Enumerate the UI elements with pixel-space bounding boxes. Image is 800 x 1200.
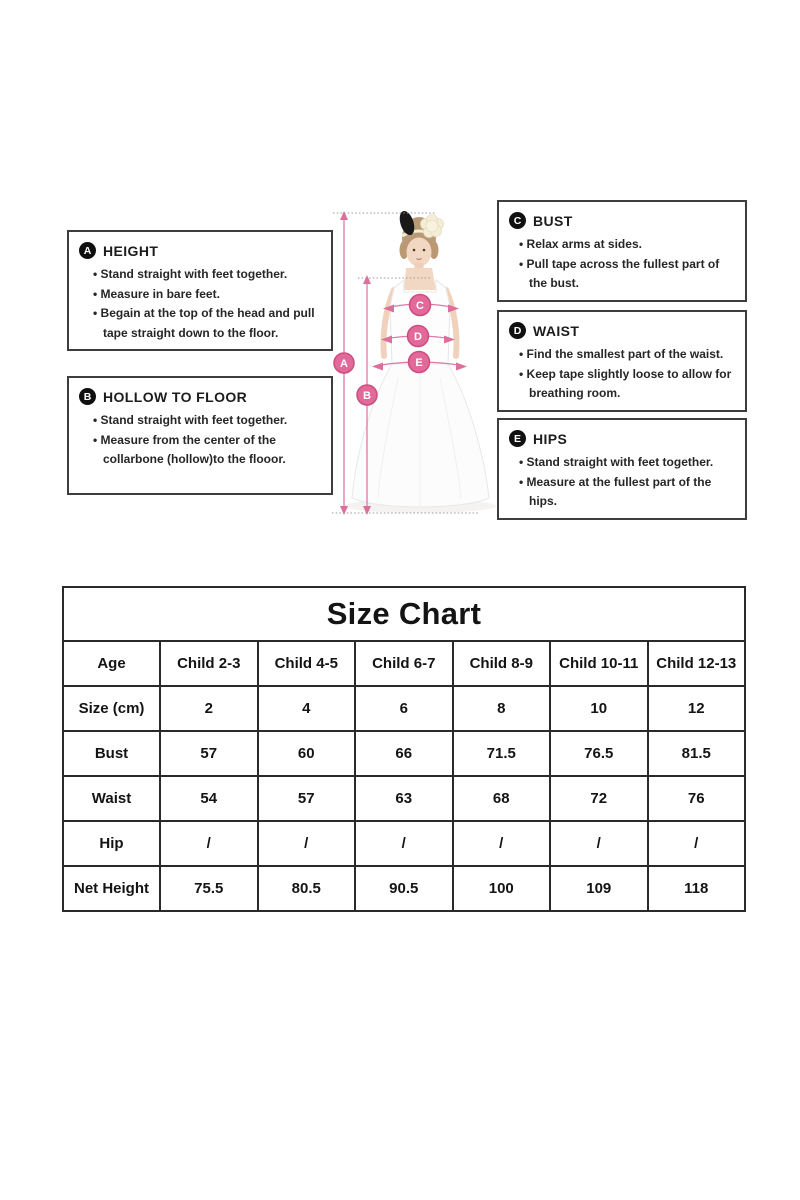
table-cell: / [258,821,356,866]
bullet-item: • Stand straight with feet together. [93,265,323,285]
bullet-list [507,235,737,294]
table-cell: 71.5 [453,731,551,776]
bullet-item: • Keep tape slightly loose to allow for breathing room. [519,365,737,404]
marker-d-letter: D [414,331,422,343]
table-cell: 75.5 [160,866,258,911]
bust-instructions-box [497,200,747,302]
bullet-item: • Measure at the fullest part of the hips. [519,473,737,512]
measure-line-a [334,211,354,515]
table-cell: 57 [258,776,356,821]
table-cell: 76.5 [550,731,648,776]
bullet-list [507,453,737,512]
table-cell: 60 [258,731,356,776]
box-header [79,388,323,405]
table-cell: / [648,821,746,866]
row-label: Net Height [63,866,160,911]
size-chart-header-row [63,641,745,686]
measurement-figure [328,198,513,528]
bullet-item: • Find the smallest part of the waist. [519,345,737,365]
box-header [509,322,737,339]
table-cell: 12 [648,686,746,731]
chest [404,268,436,290]
box-title-bust: BUST [533,212,573,229]
table-cell: 4 [258,686,356,731]
letter-d-badge: D [509,322,526,339]
table-cell: 10 [550,686,648,731]
table-cell: 72 [550,776,648,821]
bullet-list [77,265,323,343]
table-cell: 6 [355,686,453,731]
table-cell: 2 [160,686,258,731]
bullet-item: • Pull tape across the fullest part of the bust. [519,255,737,294]
size-chart-body [63,587,745,911]
title-row [63,587,745,641]
table-cell: 109 [550,866,648,911]
face [407,238,432,267]
box-title-hips: HIPS [533,430,568,447]
row-label: Bust [63,731,160,776]
table-row [63,686,745,731]
column-header: Child 2-3 [160,641,258,686]
table-cell: 57 [160,731,258,776]
bullet-item: • Stand straight with feet together. [93,411,323,431]
marker-c-letter: C [416,300,424,312]
table-cell: 76 [648,776,746,821]
column-header: Child 4-5 [258,641,356,686]
box-title-waist: WAIST [533,322,580,339]
waist-instructions-box [497,310,747,412]
table-row [63,866,745,911]
table-cell: 8 [453,686,551,731]
bullet-list [507,345,737,404]
row-label: Hip [63,821,160,866]
size-chart-table [62,586,746,912]
bullet-item: • Begain at the top of the head and pull tape straight down to the floor. [93,304,323,343]
marker-b-letter: B [363,390,371,402]
letter-b-badge: B [79,388,96,405]
table-cell: 118 [648,866,746,911]
bullet-item: • Relax arms at sides. [519,235,737,255]
box-title-hollow-to-floor: HOLLOW TO FLOOR [103,388,248,405]
box-title-height: HEIGHT [103,242,159,259]
box-header [509,212,737,229]
row-label: Waist [63,776,160,821]
table-cell: 80.5 [258,866,356,911]
table-row [63,821,745,866]
table-cell: 66 [355,731,453,776]
column-header: Child 8-9 [453,641,551,686]
bullet-item: • Measure in bare feet. [93,285,323,305]
box-header [79,242,323,259]
hips-instructions-box [497,418,747,520]
marker-a-letter: A [340,358,348,370]
hollow-to-floor-instructions-box [67,376,333,495]
size-chart-title: Size Chart [63,587,745,641]
table-cell: / [550,821,648,866]
column-header: Child 6-7 [355,641,453,686]
table-row [63,731,745,776]
table-cell: 90.5 [355,866,453,911]
table-cell: 68 [453,776,551,821]
box-header [509,430,737,447]
table-cell: / [453,821,551,866]
letter-e-badge: E [509,430,526,447]
table-row [63,776,745,821]
bullet-item: • Measure from the center of the collarbone (hollow)to the flooor. [93,431,323,470]
table-cell: 81.5 [648,731,746,776]
row-label-header: Age [63,641,160,686]
row-label: Size (cm) [63,686,160,731]
table-cell: 54 [160,776,258,821]
column-header: Child 10-11 [550,641,648,686]
table-cell: 100 [453,866,551,911]
bullet-list [77,411,323,470]
letter-c-badge: C [509,212,526,229]
table-cell: 63 [355,776,453,821]
marker-e-letter: E [415,357,423,369]
column-header: Child 12-13 [648,641,746,686]
table-cell: / [355,821,453,866]
bullet-item: • Stand straight with feet together. [519,453,737,473]
height-instructions-box [67,230,333,351]
letter-a-badge: A [79,242,96,259]
table-cell: / [160,821,258,866]
